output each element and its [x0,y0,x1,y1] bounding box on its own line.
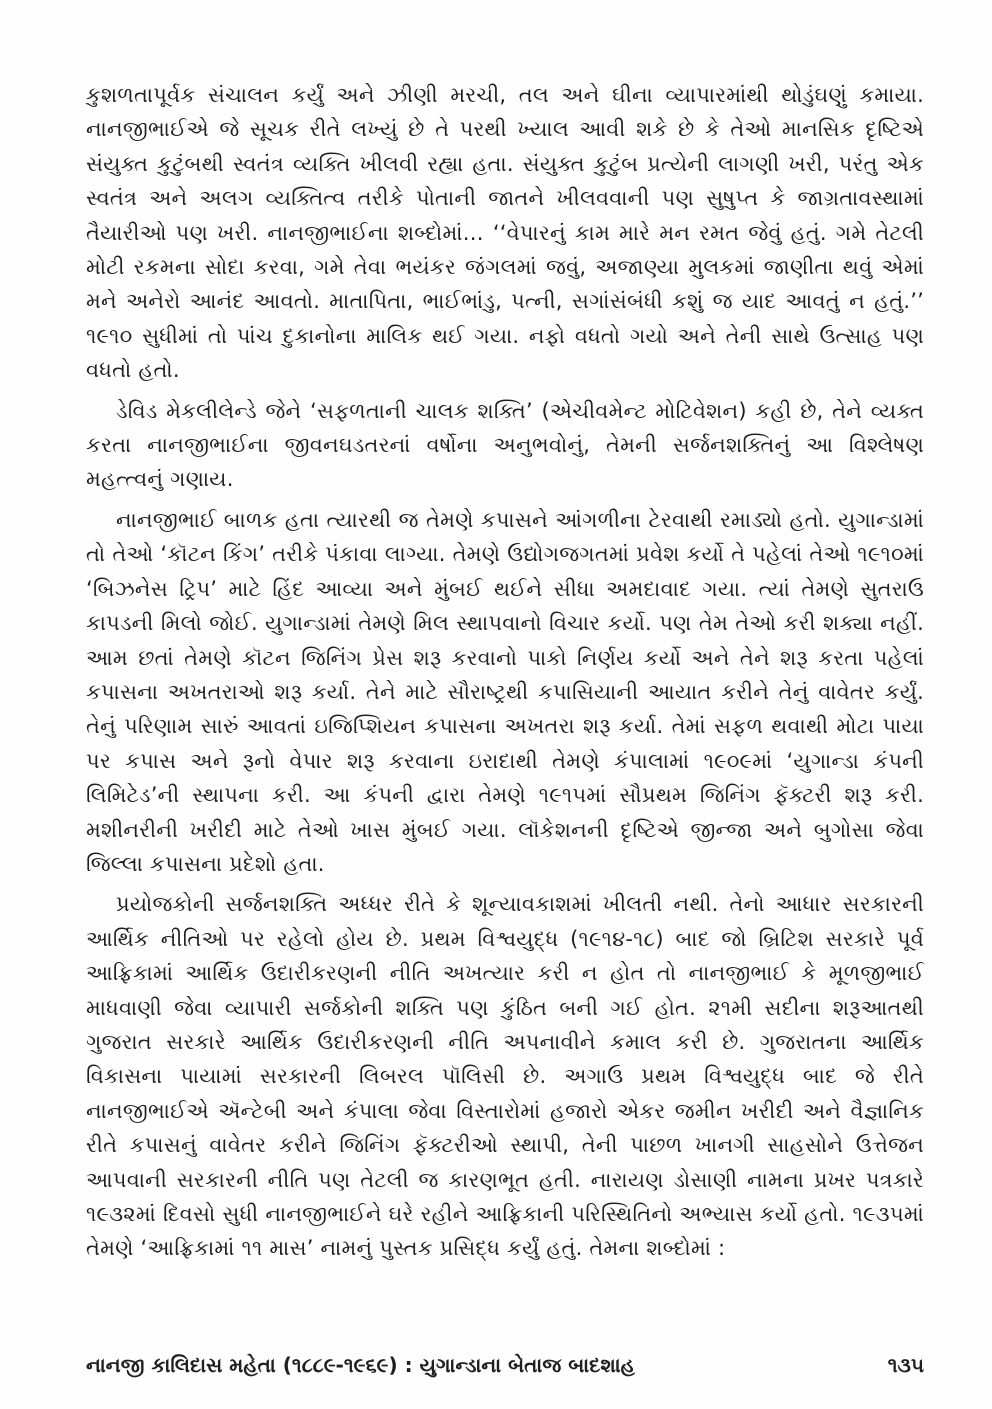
page-footer [86,1348,924,1382]
body-text [86,78,924,1266]
paragraph-4: પ્રયોજકોની સર્જનશક્તિ અધ્ધર રીતે કે શૂન્યાવકાશમાં ખીલતી નથી. તેનો આધાર સરકારની આર્થિક નીતિઓ પર રહેલો હોય છે. પ્રથમ વિશ્વયુદ્ધ (૧૯૧૪-૧૮) બાદ જો બ્રિટિશ સરકારે પૂર્વ આફ્રિકામાં આર્થિક ઉદારીકરણની નીતિ અખત્યાર કરી ન હોત તો નાનજીભાઈ કે મૂળજીભાઈ માધવાણી જેવા વ્યાપારી સર્જકોની શક્તિ પણ કુંઠિત બની ગઈ હોત. ૨૧મી સદીના શરૂઆતથી ગુજરાત સરકારે આર્થિક ઉદારીકરણની નીતિ અપનાવીને કમાલ કરી છે. ગુજરાતના આર્થિક વિકાસના પાયામાં સરકારની લિબરલ પૉલિસી છે. અગાઉ પ્રથમ વિશ્વયુદ્ધ બાદ જે રીતે નાનજીભાઈએ ઍન્ટેબી અને કંપાલા જેવા વિસ્તારોમાં હજારો એકર જમીન ખરીદી અને વૈજ્ઞાનિક રીતે કપાસનું વાવેતર કરીને જિનિંગ ફૅક્ટરીઓ સ્થાપી, તેની પાછળ ખાનગી સાહસોને ઉત્તેજન આપવાની સરકારની નીતિ પણ તેટલી જ કારણભૂત હતી. નારાયણ ડોસાણી નામના પ્રખર પત્રકારે ૧૯૩૨માં દિવસો સુધી નાનજીભાઈને ઘરે રહીને આફ્રિકાની પરિસ્થિતિનો અભ્યાસ કર્યો હતો. ૧૯૩૫માં તેમણે ‘આફ્રિકામાં ૧૧ માસ’ નામનું પુસ્તક પ્રસિદ્ધ કર્યું હતું. તેમના શબ્દોમાં : [86,892,924,1261]
paragraph-3: નાનજીભાઈ બાળક હતા ત્યારથી જ તેમણે કપાસને આંગળીના ટેરવાથી રમાડ્યો હતો. યુગાન્ડામાં તો તેઓ ‘કૉટન કિંગ’ તરીકે પંકાવા લાગ્યા. તેમણે ઉદ્યોગજગતમાં પ્રવેશ કર્યો તે પહેલાં તેઓ ૧૯૧૦માં ‘બિઝનેસ ટ્રિપ’ માટે હિંદ આવ્યા અને મુંબઈ થઈને સીધા અમદાવાદ ગયા. ત્યાં તેમણે સુતરાઉ કાપડની મિલો જોઈ. યુગાન્ડામાં તેમણે મિલ સ્થાપવાનો વિચાર કર્યો. પણ તેમ તેઓ કરી શક્યા નહીં. આમ છતાં તેમણે કૉટન જિનિંગ પ્રેસ શરૂ કરવાનો પાકો નિર્ણય કર્યો અને તેને શરૂ કરતા પહેલાં કપાસના અખતરાઓ શરૂ કર્યા. તેને માટે સૌરાષ્ટ્રથી કપાસિયાની આયાત કરીને તેનું વાવેતર કર્યું. તેનું પરિણામ સારું આવતાં ઇજિપ્શિયન કપાસના અખતરા શરૂ કર્યા. તેમાં સફળ થવાથી મોટા પાયા પર કપાસ અને રૂનો વેપાર શરૂ કરવાના ઇરાદાથી તેમણે કંપાલામાં ૧૯૦૯માં ‘યુગાન્ડા કંપની લિમિટેડ’ની સ્થાપના કરી. આ કંપની દ્વારા તેમણે ૧૯૧૫માં સૌપ્રથમ જિનિંગ ફૅક્ટરી શરૂ કરી. મશીનરીની ખરીદી માટે તેઓ ખાસ મુંબઈ ગયા. લૉકેશનની દૃષ્ટિએ જીન્જા અને બુગોસા જેવા જિલ્લા કપાસના પ્રદેશો હતા. [86,507,924,876]
paragraph-2: ડેવિડ મેકલીલેન્ડે જેને ‘સફળતાની ચાલક શક્તિ’ (એચીવમેન્ટ મોટિવેશન) કહી છે, તેને વ્યક્ત કરતા નાનજીભાઈના જીવનઘડતરનાં વર્ષોના અનુભવોનું, તેમની સર્જનશક્તિનું આ વિશ્લેષણ મહત્ત્વનું ગણાય. [86,398,924,492]
page-number: ૧૩૫ [887,1353,924,1377]
paragraph-1: કુશળતાપૂર્વક સંચાલન કર્યું અને ઝીણી મરચી, તલ અને ઘીના વ્યાપારમાંથી થોડુંઘણું કમાયા. નાનજીભાઈએ જે સૂચક રીતે લખ્યું છે તે પરથી ખ્યાલ આવી શકે છે કે તેઓ માનસિક દૃષ્ટિએ સંયુક્ત કુટુંબથી સ્વતંત્ર વ્યક્તિ ખીલવી રહ્યા હતા. સંયુક્ત કુટુંબ પ્રત્યેની લાગણી ખરી, પરંતુ એક સ્વતંત્ર અને અલગ વ્યક્તિત્વ તરીકે પોતાની જાતને ખીલવવાની પણ સુષુપ્ત કે જાગ્રતાવસ્થામાં તૈયારીઓ પણ ખરી. નાનજીભાઈના શબ્દોમાં… ‘‘વેપારનું કામ મારે મન રમત જેવું હતું. ગમે તેટલી મોટી રકમના સોદા કરવા, ગમે તેવા ભયંકર જંગલમાં જવું, અજાણ્યા મુલકમાં જાણીતા થવું એમાં મને અનેરો આનંદ આવતો. માતાપિતા, ભાઈભાંડુ, પત્ની, સગાંસંબંધી કશું જ યાદ આવતું ન હતું.’’ ૧૯૧૦ સુધીમાં તો પાંચ દુકાનોના માલિક થઈ ગયા. નફો વધતો ગયો અને તેની સાથે ઉત્સાહ પણ વધતો હતો. [86,83,924,383]
running-title: નાનજી કાલિદાસ મહેતા (૧૮૮૯-૧૯૬૯) : યુગાન્ડાના બેતાજ બાદશાહ [86,1353,635,1377]
